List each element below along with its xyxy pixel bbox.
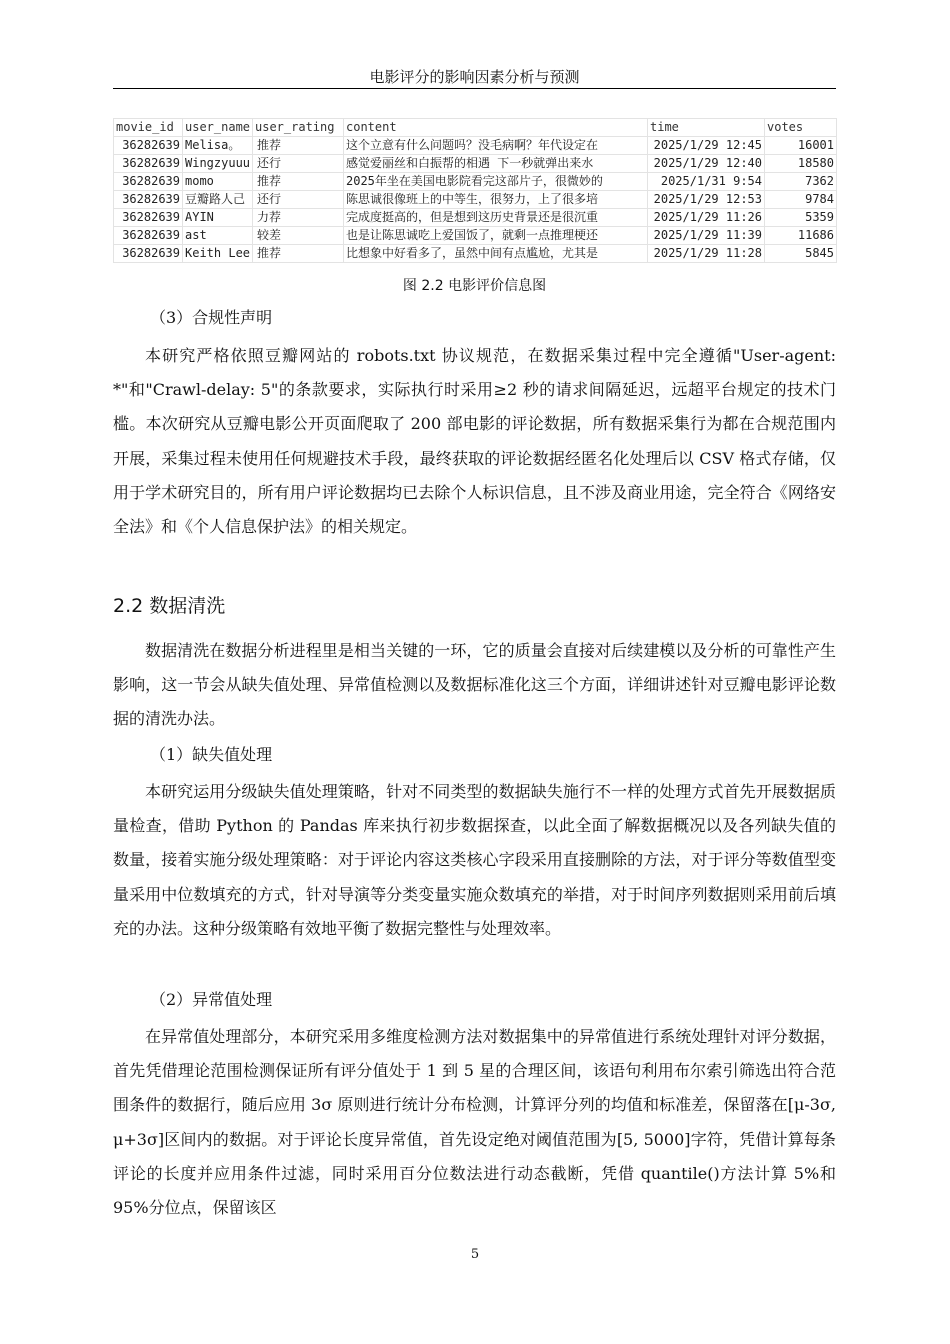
cell-user-name: Wingzyuuu — [183, 155, 253, 173]
cell-votes: 7362 — [765, 173, 837, 191]
cell-time: 2025/1/29 11:39 — [648, 227, 765, 245]
section-intro-paragraph: 数据清洗在数据分析进程里是相当关键的一环，它的质量会直接对后续建模以及分析的可靠性产生影响，这一节会从缺失值处理、异常值检测以及数据标准化这三个方面，详细讲述针对豆瓣电影评论数据的清洗办法。 — [113, 641, 836, 729]
cell-user-name: Keith Lee — [183, 245, 253, 263]
cell-time: 2025/1/29 12:40 — [648, 155, 765, 173]
table-row — [114, 209, 837, 227]
table-header-row — [114, 119, 837, 137]
column-header: user_rating — [253, 119, 344, 137]
cell-user-rating: 推荐 — [253, 245, 344, 263]
missing-value-paragraph: 本研究运用分级缺失值处理策略，针对不同类型的数据缺失施行不一样的处理方式首先开展数据质量检查，借助 Python 的 Pandas 库来执行初步数据探查，以此全面了解数据概况以及各列缺失值的数量，接着实施分级处理策略：对于评论内容这类核心字段采用直接删除的方法，对于评分等数值型变量采用中位数填充的方式，针对导演等分类变量实施众数填充的举措，对于时间序列数据则采用前后填充的办法。这种分级策略有效地平衡了数据完整性与处理效率。 — [113, 782, 836, 938]
cell-user-rating: 推荐 — [253, 137, 344, 155]
cell-votes: 9784 — [765, 191, 837, 209]
cell-user-name: Melisa。 — [183, 137, 253, 155]
compliance-paragraph: 本研究严格依照豆瓣网站的 robots.txt 协议规范，在数据采集过程中完全遵循"User-agent: *"和"Crawl-delay: 5"的条款要求，实际执行时采用≥2 秒的请求间隔延迟，远超平台规定的技术门槛。本次研究从豆瓣电影公开页面爬取了 200 部电影的评论数据，所有数据采集行为都在合规范围内开展，采集过程未使用任何规避技术手段，最终获取的评论数据经匿名化处理后以 CSV 格式存储，仅用于学术研究目的，所有用户评论数据均已去除个人标识信息，且不涉及商业用途，完全符合《网络安全法》和《个人信息保护法》的相关规定。 — [113, 346, 836, 537]
cell-content: 这个立意有什么问题吗？没毛病啊？年代设定在 — [344, 137, 648, 155]
cell-content: 也是让陈思诚吃上爱国饭了，就剩一点推理梗还 — [344, 227, 648, 245]
cell-user-name: AYIN — [183, 209, 253, 227]
outlier-paragraph: 在异常值处理部分，本研究采用多维度检测方法对数据集中的异常值进行系统处理针对评分数据，首先凭借理论范围检测保证所有评分值处于 1 到 5 星的合理区间，该语句利用布尔索引筛选出符合范围条件的数据行，随后应用 3σ 原则进行统计分布检测，计算评分列的均值和标准差，保留落在[μ-3σ, μ+3σ]区间内的数据。对于评论长度异常值，首先设定绝对阈值范围为[5, 5000]字符，凭借计算每条评论的长度并应用条件过滤，同时采用百分位数法进行动态截断，凭借 quantile()方法计算 5%和 95%分位点，保留该区 — [113, 1027, 836, 1218]
cell-movie-id: 36282639 — [114, 155, 183, 173]
column-header: time — [648, 119, 765, 137]
cell-user-name: 豆瓣路人己 — [183, 191, 253, 209]
column-header: votes — [765, 119, 837, 137]
table-row — [114, 227, 837, 245]
cell-content: 比想象中好看多了，虽然中间有点尴尬，尤其是 — [344, 245, 648, 263]
cell-user-rating: 力荐 — [253, 209, 344, 227]
cell-content: 完成度挺高的，但是想到这历史背景还是很沉重 — [344, 209, 648, 227]
cell-movie-id: 36282639 — [114, 227, 183, 245]
cell-movie-id: 36282639 — [114, 137, 183, 155]
cell-content: 陈思诚很像班上的中等生，很努力，上了很多培 — [344, 191, 648, 209]
cell-content: 感觉爱丽丝和白振帮的相遇 下一秒就弹出来水 — [344, 155, 648, 173]
cell-user-rating: 推荐 — [253, 173, 344, 191]
cell-time: 2025/1/29 12:53 — [648, 191, 765, 209]
cell-votes: 11686 — [765, 227, 837, 245]
column-header: user_name — [183, 119, 253, 137]
table-row — [114, 173, 837, 191]
outlier-heading: （2）异常值处理 — [150, 990, 273, 1009]
cell-user-rating: 还行 — [253, 155, 344, 173]
cell-movie-id: 36282639 — [114, 245, 183, 263]
table-row — [114, 245, 837, 263]
missing-value-heading: （1）缺失值处理 — [150, 745, 273, 764]
figure-caption: 图 2.2 电影评价信息图 — [402, 278, 547, 294]
cell-user-name: momo — [183, 173, 253, 191]
cell-votes: 16001 — [765, 137, 837, 155]
header-rule — [113, 88, 836, 89]
column-header: movie_id — [114, 119, 183, 137]
table-row — [114, 137, 837, 155]
cell-user-rating: 较差 — [253, 227, 344, 245]
column-header: content — [344, 119, 648, 137]
cell-votes: 5845 — [765, 245, 837, 263]
table-row — [114, 155, 837, 173]
cell-time: 2025/1/31 9:54 — [648, 173, 765, 191]
movie-review-table — [113, 118, 837, 263]
running-header: 电影评分的影响因素分析与预测 — [369, 68, 580, 86]
cell-votes: 18580 — [765, 155, 837, 173]
section-heading: 2.2 数据清洗 — [113, 595, 226, 617]
cell-votes: 5359 — [765, 209, 837, 227]
cell-movie-id: 36282639 — [114, 173, 183, 191]
page-number: 5 — [470, 1247, 480, 1262]
compliance-heading: （3）合规性声明 — [150, 308, 273, 327]
cell-content: 2025年坐在美国电影院看完这部片子，很微妙的 — [344, 173, 648, 191]
cell-time: 2025/1/29 12:45 — [648, 137, 765, 155]
cell-user-rating: 还行 — [253, 191, 344, 209]
cell-movie-id: 36282639 — [114, 209, 183, 227]
cell-time: 2025/1/29 11:28 — [648, 245, 765, 263]
cell-user-name: ast — [183, 227, 253, 245]
cell-movie-id: 36282639 — [114, 191, 183, 209]
table-row — [114, 191, 837, 209]
cell-time: 2025/1/29 11:26 — [648, 209, 765, 227]
